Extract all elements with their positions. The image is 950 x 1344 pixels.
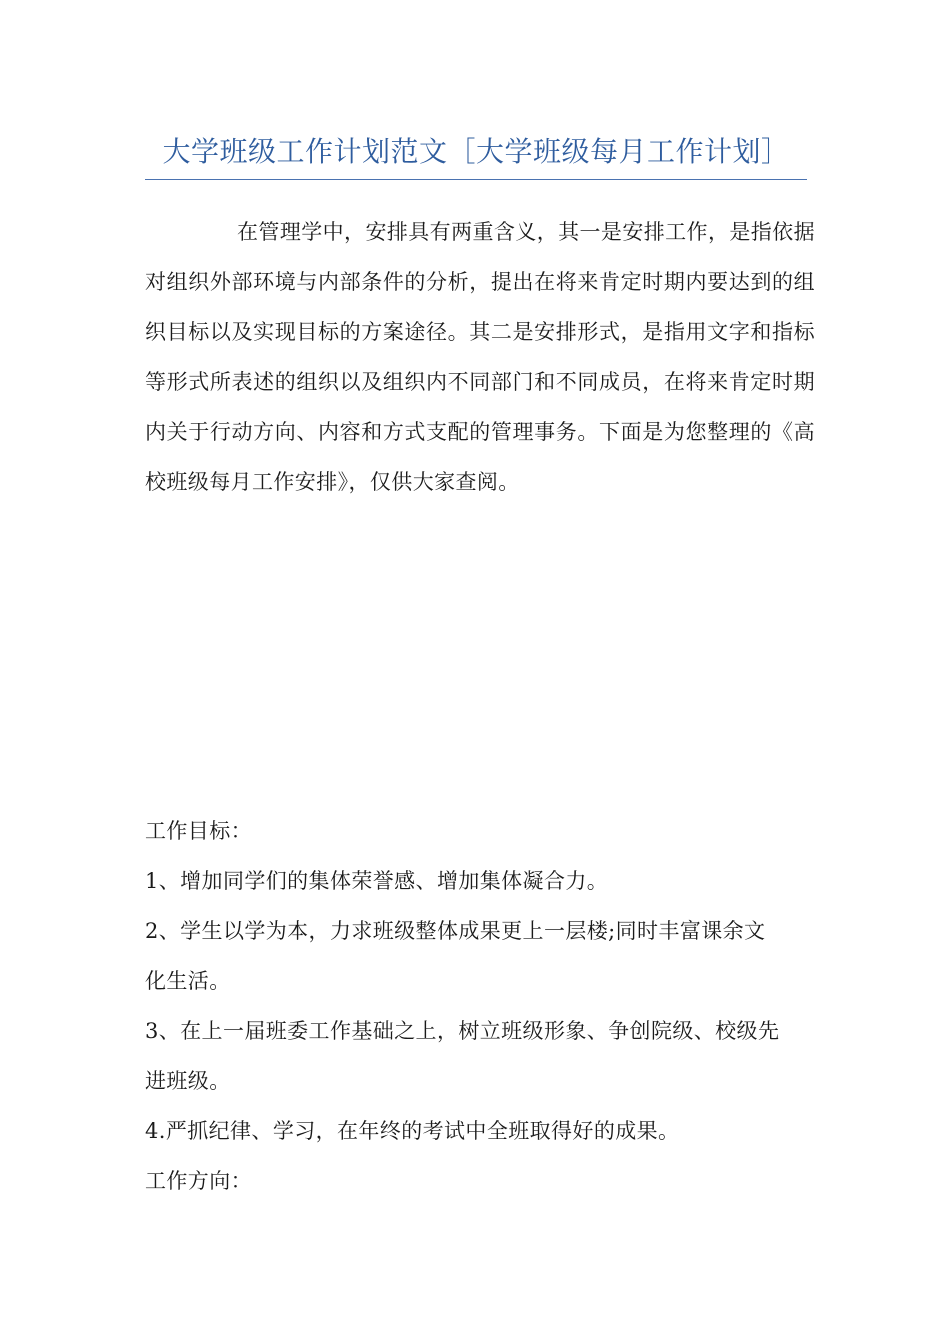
goal-item-4: 4.严抓纪律、学习，在年终的考试中全班取得好的成果。	[145, 1119, 680, 1143]
section-heading-direction: 工作方向：	[145, 1169, 252, 1193]
goal-item-3: 3、在上一届班委工作基础之上，树立班级形象、争创院级、校级先	[145, 1019, 780, 1043]
goal-item-1: 1、增加同学们的集体荣誉感、增加集体凝合力。	[145, 869, 609, 893]
intro-paragraph: 在管理学中，安排具有两重含义，其一是安排工作，是指依据对组织外部环境与内部条件的分析，提出在将来肯定时期内要达到的组织目标以及实现目标的方案途径。其二是安排形式，是指用文字和指标等形式所表述的组织以及组织内不同部门和不同成员，在将来肯定时期内关于行动方向、内容和方式支配的管理事务。下面是为您整理的《高校班级每月工作安排》，仅供大家查阅。	[145, 220, 815, 494]
content-lines	[145, 806, 815, 1206]
document-title: 大学班级工作计划范文［大学班级每月工作计划］	[162, 135, 790, 168]
goal-item-2-continued: 化生活。	[145, 969, 231, 993]
section-heading-goals: 工作目标：	[145, 819, 252, 843]
goal-item-3-continued: 进班级。	[145, 1069, 231, 1093]
goal-item-2: 2、学生以学为本，力求班级整体成果更上一层楼;同时丰富课余文	[145, 919, 766, 943]
title-underline	[145, 179, 807, 180]
